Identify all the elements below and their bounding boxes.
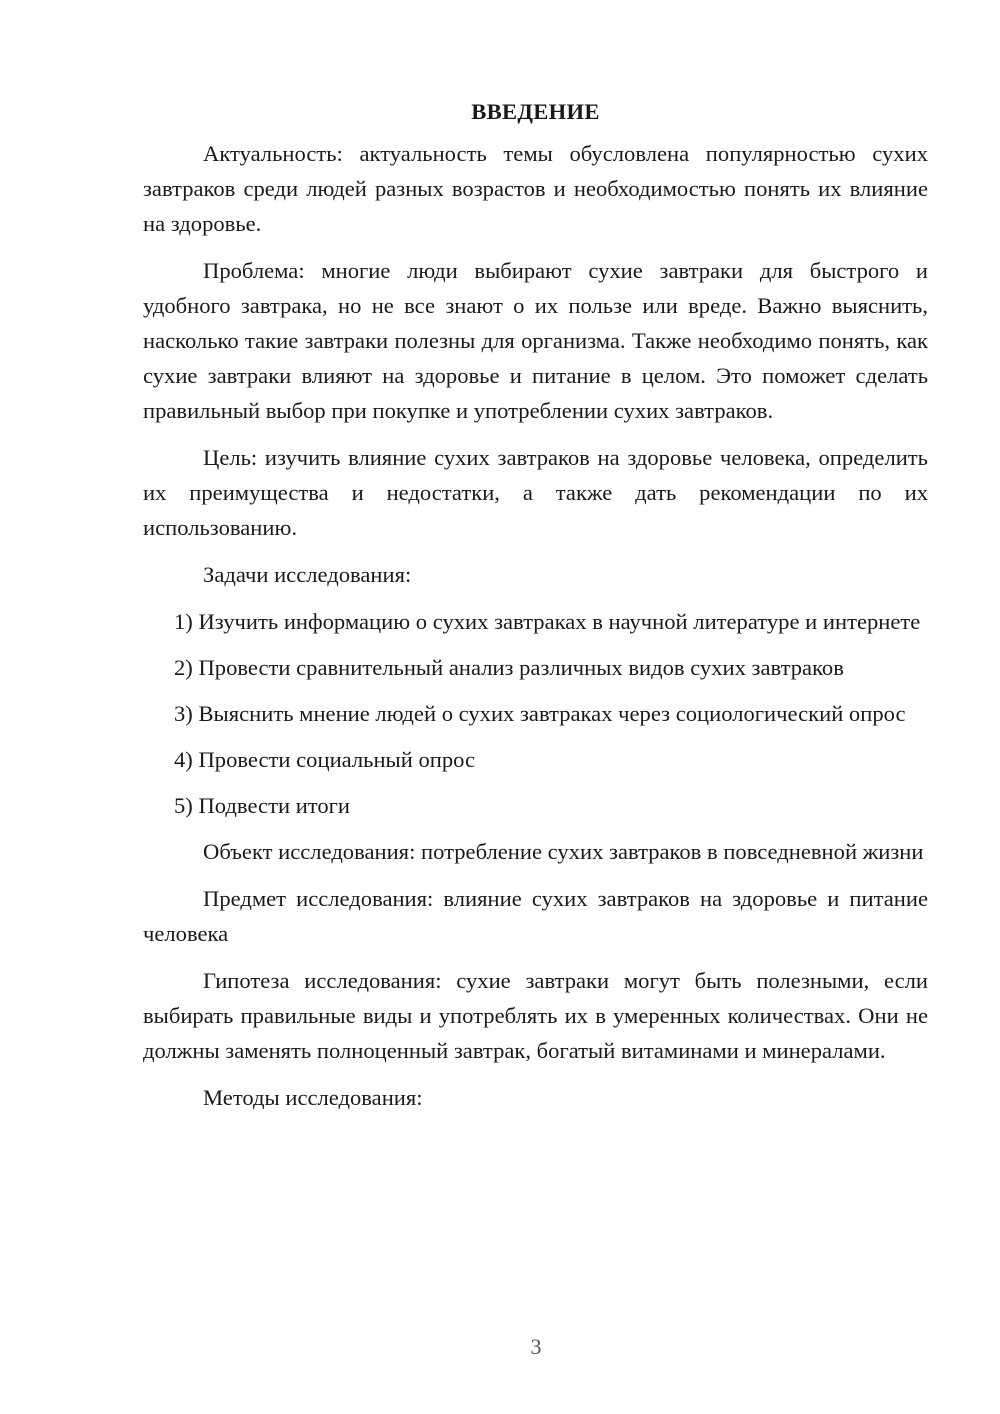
section-title: ВВЕДЕНИЕ: [471, 99, 600, 124]
task-item-4: 4) Провести социальный опрос: [174, 747, 476, 772]
paragraph-methods-heading: Методы исследования:: [203, 1085, 423, 1110]
task-item-3: 3) Выяснить мнение людей о сухих завтраках через социологический опрос: [174, 701, 906, 726]
paragraph-object: Объект исследования: потребление сухих завтраков в повседневной жизни: [203, 839, 924, 864]
page-content: [143, 96, 928, 1127]
paragraph-hypothesis: Гипотеза исследования: сухие завтраки могут быть полезными, если выбирать правильные виды и употреблять их в умеренных количествах. Они не должны заменять полноценный завтрак, богатый витаминами и минералами.: [143, 968, 928, 1063]
paragraph-relevance: Актуальность: актуальность темы обусловлена популярностью сухих завтраков среди людей разных возрастов и необходимостью понять их влияние на здоровье.: [143, 141, 928, 236]
paragraph-tasks-heading: Задачи исследования:: [203, 562, 412, 587]
paragraph-subject: Предмет исследования: влияние сухих завтраков на здоровье и питание человека: [143, 886, 928, 946]
paragraph-problem: Проблема: многие люди выбирают сухие завтраки для быстрого и удобного завтрака, но не все знают о их пользе или вреде. Важно выяснить, насколько такие завтраки полезны для организма. Также необходимо понять, как сухие завтраки влияют на здоровье и питание в целом. Это поможет сделать правильный выбор при покупке и употреблении сухих завтраков.: [143, 258, 928, 423]
paragraph-goal: Цель: изучить влияние сухих завтраков на здоровье человека, определить их преимущества и недостатки, а также дать рекомендации по их использованию.: [143, 445, 928, 540]
page-number: 3: [530, 1334, 542, 1359]
task-item-2: 2) Провести сравнительный анализ различных видов сухих завтраков: [174, 655, 844, 680]
task-item-1: 1) Изучить информацию о сухих завтраках в научной литературе и интернете: [174, 609, 921, 634]
task-item-5: 5) Подвести итоги: [174, 793, 351, 818]
